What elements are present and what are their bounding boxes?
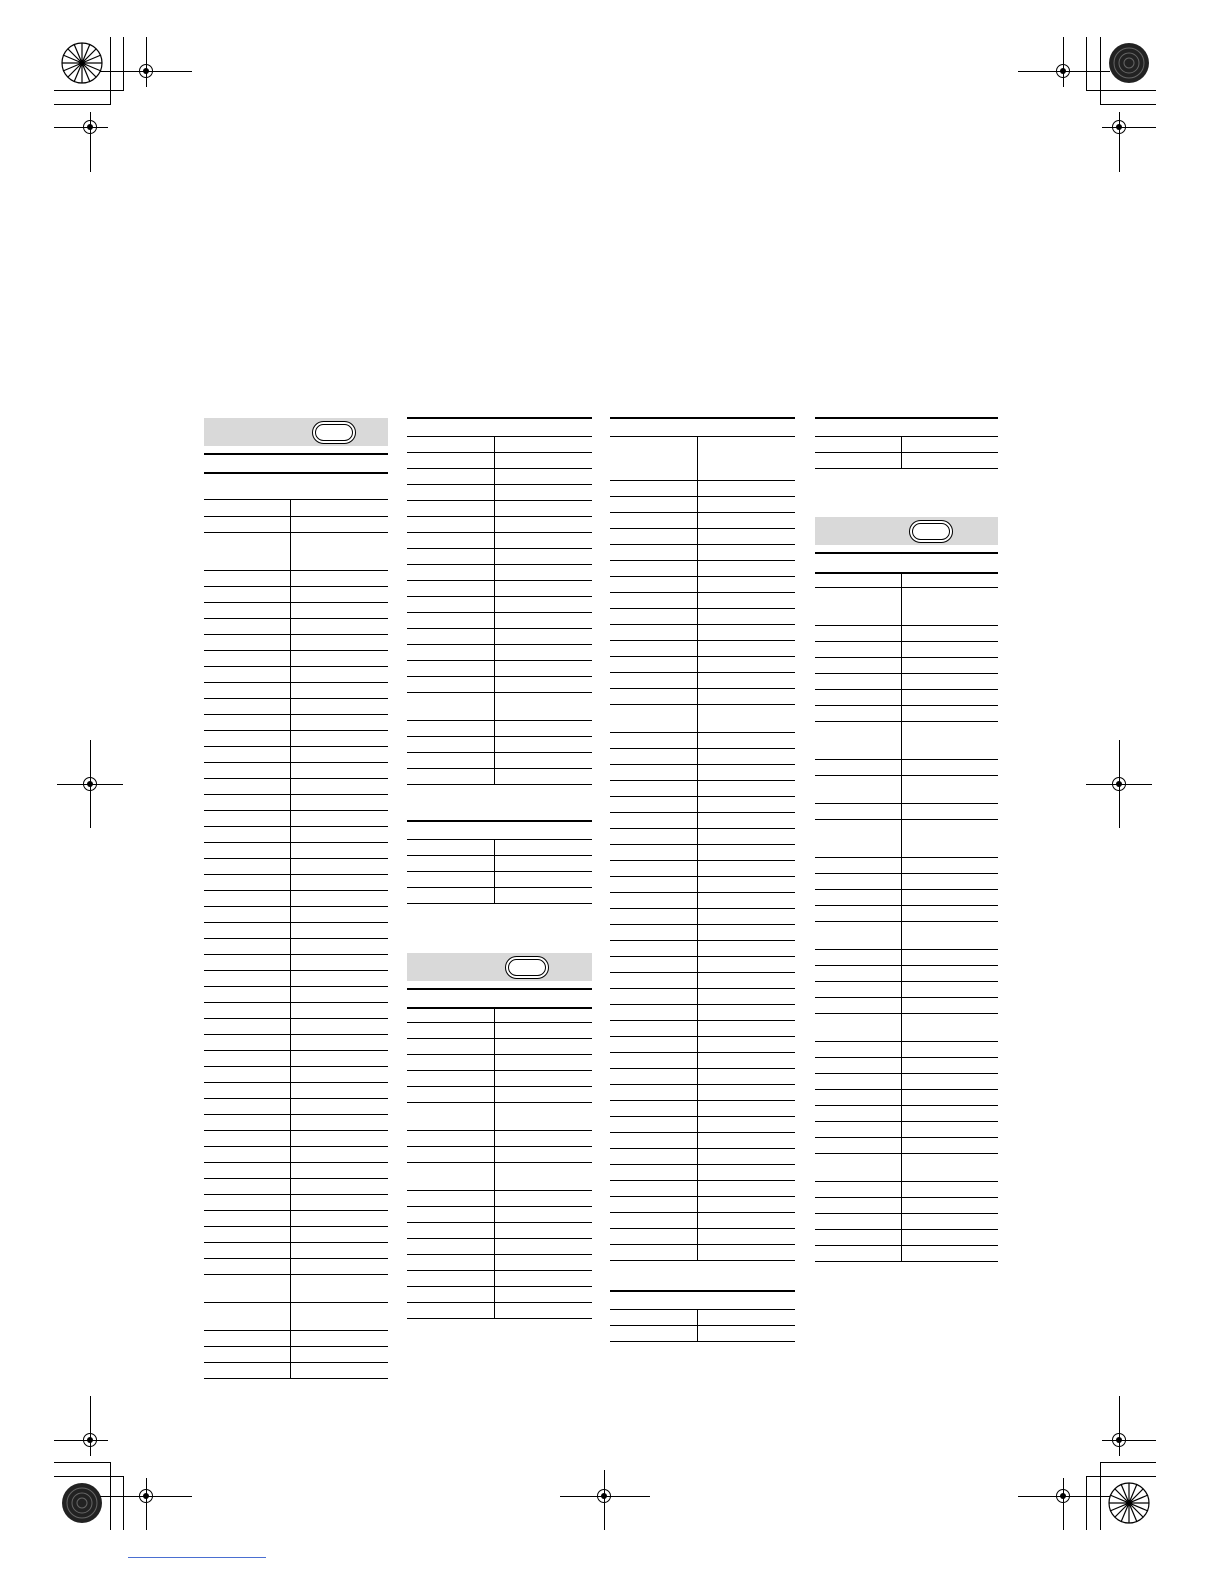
table-row: [407, 501, 592, 517]
section-header-band: [815, 517, 998, 545]
table-row: [204, 683, 388, 699]
table-row: [610, 437, 795, 481]
table-row: [204, 1179, 388, 1195]
table-row: [815, 722, 998, 760]
table-row: [204, 1131, 388, 1147]
table-row: [610, 813, 795, 829]
table-row: [204, 1227, 388, 1243]
table-row: [815, 874, 998, 890]
table-row: [610, 577, 795, 593]
table-row: [204, 1003, 388, 1019]
table-row: [204, 747, 388, 763]
table-row: [610, 497, 795, 513]
registration-target-icon: [60, 1481, 104, 1525]
table-row: [815, 1106, 998, 1122]
table-row: [204, 517, 388, 533]
table-row: [204, 875, 388, 891]
column-divider: [494, 840, 495, 904]
table-row: [407, 677, 592, 693]
table-row: [815, 804, 998, 820]
table-row: [610, 765, 795, 781]
table-row: [407, 417, 592, 437]
table-row: [204, 955, 388, 971]
table-row: [204, 1195, 388, 1211]
table-row: [815, 437, 998, 453]
table-row: [815, 572, 998, 588]
table-row: [204, 1303, 388, 1331]
table-row: [204, 971, 388, 987]
table-row: [407, 1191, 592, 1207]
registration-mark-icon: [1056, 64, 1070, 78]
table-row: [610, 689, 795, 705]
table-row: [407, 661, 592, 677]
table-row: [815, 706, 998, 722]
code-table: [407, 820, 592, 922]
table-row: [815, 1214, 998, 1230]
table-row: [610, 417, 795, 437]
table-row: [610, 1053, 795, 1069]
table-row: [204, 500, 388, 517]
table-row: [407, 1223, 592, 1239]
table-row: [407, 769, 592, 785]
table-row: [610, 593, 795, 609]
table-row: [610, 1310, 795, 1326]
column-divider: [290, 500, 291, 1379]
table-row: [610, 893, 795, 909]
table-row: [610, 657, 795, 673]
table-row: [407, 1239, 592, 1255]
table-row: [407, 1087, 592, 1103]
table-row: [610, 925, 795, 941]
table-row: [815, 1154, 998, 1182]
table-row: [407, 1255, 592, 1271]
table-row: [815, 906, 998, 922]
table-row: [407, 721, 592, 737]
table-row: [407, 693, 592, 721]
section-header-band: [407, 953, 592, 981]
table-row: [204, 1211, 388, 1227]
table-row: [815, 1230, 998, 1246]
table-row: [204, 619, 388, 635]
table-row: [610, 673, 795, 689]
registration-mark-icon: [139, 64, 153, 78]
table-row: [815, 1122, 998, 1138]
button-icon: [505, 956, 549, 979]
table-row: [610, 1213, 795, 1229]
table-row: [204, 763, 388, 779]
code-table: [610, 417, 795, 1278]
table-row: [407, 1039, 592, 1055]
table-row: [204, 1347, 388, 1363]
table-row: [407, 888, 592, 904]
button-icon: [909, 520, 953, 543]
table-row: [610, 1181, 795, 1197]
table-row: [204, 923, 388, 939]
column-divider: [494, 437, 495, 785]
table-row: [407, 533, 592, 549]
table-row: [407, 549, 592, 565]
table-row: [815, 982, 998, 998]
table-row: [204, 827, 388, 843]
table-row: [204, 1275, 388, 1303]
footer-link: [128, 1557, 266, 1558]
table-row: [407, 1007, 592, 1023]
table-row: [204, 533, 388, 571]
table-row: [815, 1074, 998, 1090]
table-row: [610, 545, 795, 561]
table-row: [204, 1083, 388, 1099]
table-row: [204, 987, 388, 1003]
table-row: [610, 529, 795, 545]
table-row: [815, 1246, 998, 1262]
table-row: [204, 811, 388, 827]
table-row: [204, 843, 388, 859]
code-table: [407, 417, 592, 809]
table-row: [815, 776, 998, 804]
code-table: [204, 472, 388, 1381]
table-row: [610, 561, 795, 577]
table-row: [407, 840, 592, 856]
table-row: [204, 587, 388, 603]
table-row: [204, 571, 388, 587]
table-row: [204, 1051, 388, 1067]
table-row: [610, 1005, 795, 1021]
table-row: [610, 1085, 795, 1101]
table-row: [407, 1303, 592, 1319]
table-row: [204, 1115, 388, 1131]
table-row: [407, 1023, 592, 1039]
table-row: [815, 1198, 998, 1214]
table-row: [407, 581, 592, 597]
column-divider: [494, 1007, 495, 1319]
section-rule: [815, 552, 998, 554]
table-row: [610, 1326, 795, 1342]
column-divider: [697, 437, 698, 1261]
table-row: [204, 472, 388, 500]
table-row: [407, 872, 592, 888]
table-row: [407, 1163, 592, 1191]
table-row: [204, 1363, 388, 1379]
section-rule: [204, 453, 388, 455]
table-row: [815, 1138, 998, 1154]
table-row: [815, 922, 998, 950]
table-row: [815, 998, 998, 1014]
table-row: [407, 629, 592, 645]
table-row: [815, 1182, 998, 1198]
registration-mark-icon: [1056, 1489, 1070, 1503]
table-row: [610, 705, 795, 733]
table-row: [610, 625, 795, 641]
table-row: [204, 1019, 388, 1035]
registration-mark-icon: [1112, 120, 1126, 134]
section-rule: [407, 988, 592, 990]
table-row: [610, 1229, 795, 1245]
column-divider: [901, 437, 902, 469]
table-row: [610, 1021, 795, 1037]
registration-target-icon: [60, 41, 104, 85]
registration-mark-icon: [139, 1489, 153, 1503]
table-row: [815, 642, 998, 658]
table-row: [815, 890, 998, 906]
table-row: [407, 613, 592, 629]
table-row: [610, 797, 795, 813]
table-row: [815, 1090, 998, 1106]
table-row: [407, 1131, 592, 1147]
table-row: [204, 1259, 388, 1275]
table-row: [610, 941, 795, 957]
table-row: [610, 1117, 795, 1133]
table-row: [204, 907, 388, 923]
table-row: [204, 699, 388, 715]
table-row: [815, 658, 998, 674]
table-row: [407, 1271, 592, 1287]
table-row: [815, 1058, 998, 1074]
table-row: [407, 1071, 592, 1087]
table-row: [610, 989, 795, 1005]
table-row: [204, 1331, 388, 1347]
table-row: [407, 737, 592, 753]
table-row: [407, 469, 592, 485]
table-row: [204, 1035, 388, 1051]
table-row: [610, 609, 795, 625]
table-row: [407, 565, 592, 581]
table-row: [610, 1069, 795, 1085]
table-row: [610, 829, 795, 845]
table-row: [204, 891, 388, 907]
registration-target-icon: [1107, 41, 1151, 85]
table-row: [407, 453, 592, 469]
table-row: [204, 939, 388, 955]
table-row: [610, 749, 795, 765]
table-row: [610, 877, 795, 893]
column-divider: [901, 572, 902, 1262]
code-table: [815, 572, 998, 1372]
registration-mark-icon: [83, 1433, 97, 1447]
table-row: [407, 597, 592, 613]
table-row: [407, 1287, 592, 1303]
table-row: [204, 731, 388, 747]
table-row: [407, 753, 592, 769]
table-row: [204, 1163, 388, 1179]
table-row: [407, 437, 592, 453]
table-row: [204, 715, 388, 731]
table-row: [204, 667, 388, 683]
table-row: [610, 1290, 795, 1310]
table-row: [610, 909, 795, 925]
table-row: [610, 1037, 795, 1053]
table-row: [610, 1133, 795, 1149]
table-row: [204, 1243, 388, 1259]
table-row: [815, 1042, 998, 1058]
code-table: [815, 417, 998, 487]
table-row: [610, 481, 795, 497]
table-row: [815, 626, 998, 642]
table-row: [407, 645, 592, 661]
table-row: [610, 957, 795, 973]
table-row: [815, 966, 998, 982]
table-row: [815, 453, 998, 469]
table-row: [610, 1197, 795, 1213]
table-row: [407, 517, 592, 533]
table-row: [610, 1165, 795, 1181]
registration-mark-icon: [1112, 777, 1126, 791]
registration-target-icon: [1107, 1481, 1151, 1525]
table-row: [610, 641, 795, 657]
table-row: [407, 485, 592, 501]
code-table: [610, 1290, 795, 1358]
table-row: [204, 1099, 388, 1115]
table-row: [610, 781, 795, 797]
table-row: [815, 858, 998, 874]
table-row: [407, 1147, 592, 1163]
table-row: [610, 733, 795, 749]
table-row: [610, 1245, 795, 1261]
table-row: [407, 1207, 592, 1223]
table-row: [204, 603, 388, 619]
table-row: [204, 1147, 388, 1163]
table-row: [815, 674, 998, 690]
table-row: [407, 1103, 592, 1131]
table-row: [204, 635, 388, 651]
table-row: [815, 690, 998, 706]
table-row: [610, 973, 795, 989]
table-row: [815, 1014, 998, 1042]
table-row: [815, 588, 998, 626]
table-row: [610, 845, 795, 861]
registration-mark-icon: [1112, 1433, 1126, 1447]
table-row: [815, 760, 998, 776]
registration-mark-icon: [597, 1489, 611, 1503]
table-row: [610, 861, 795, 877]
table-row: [610, 1101, 795, 1117]
table-row: [407, 820, 592, 840]
table-row: [407, 1055, 592, 1071]
table-row: [610, 1149, 795, 1165]
registration-mark-icon: [83, 120, 97, 134]
table-row: [815, 950, 998, 966]
table-row: [407, 856, 592, 872]
table-row: [610, 513, 795, 529]
column-divider: [697, 1310, 698, 1342]
button-icon: [312, 421, 356, 444]
registration-mark-icon: [83, 777, 97, 791]
table-row: [815, 417, 998, 437]
section-header-band: [204, 418, 388, 446]
table-row: [204, 1067, 388, 1083]
table-row: [815, 820, 998, 858]
table-row: [204, 779, 388, 795]
table-row: [204, 859, 388, 875]
table-row: [204, 651, 388, 667]
table-row: [204, 795, 388, 811]
code-table: [407, 1007, 592, 1375]
